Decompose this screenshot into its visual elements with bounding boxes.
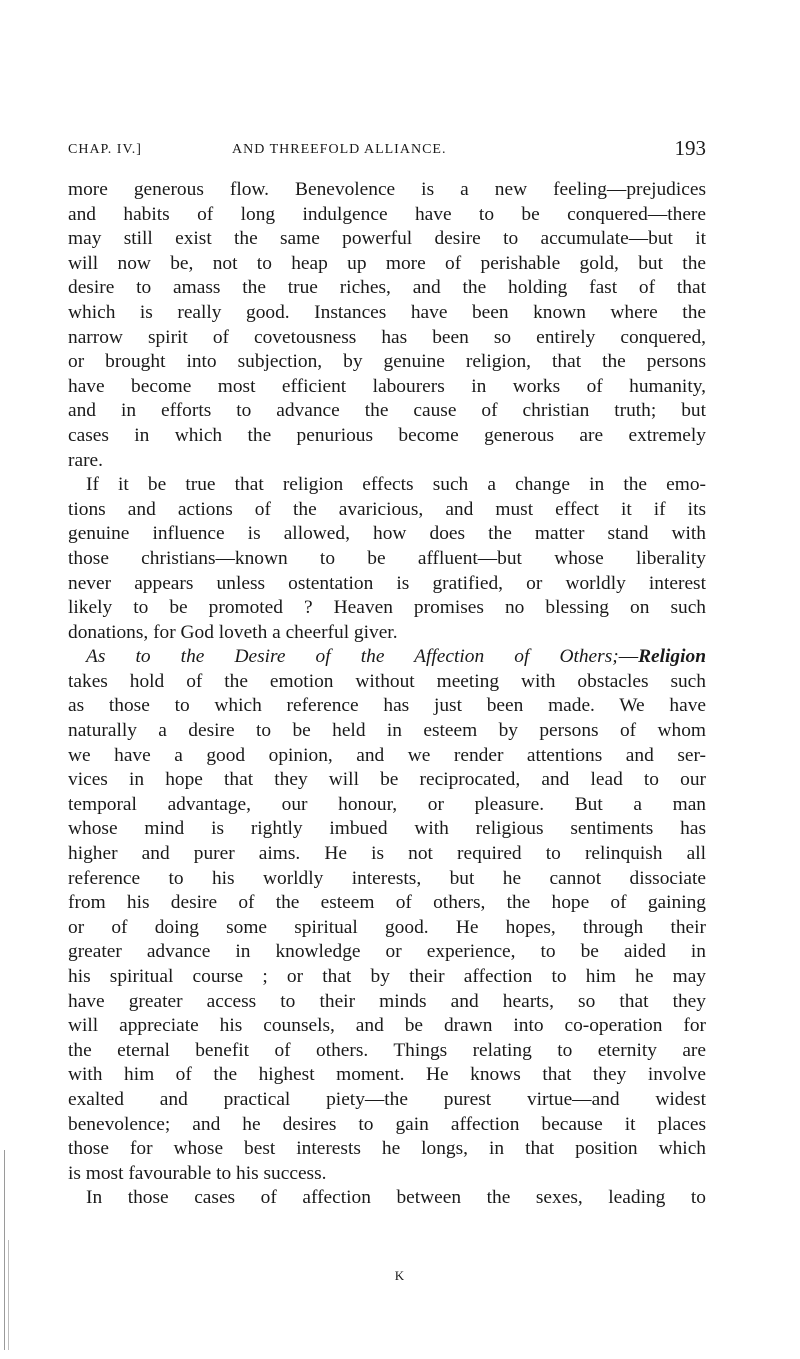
- text-line: those for whose best interests he longs, in that position which: [68, 1138, 706, 1160]
- text-line: from his desire of the esteem of others, the hope of gaining: [68, 892, 706, 914]
- text-line: genuine influence is allowed, how does the matter stand with: [68, 523, 706, 545]
- running-header: [68, 136, 706, 166]
- page-edge-rule: [8, 1240, 9, 1350]
- bold-italic-word: Religion: [638, 646, 706, 668]
- page-number: 193: [674, 136, 706, 160]
- text-line: those christians—known to be affluent—but whose liberality: [68, 547, 706, 569]
- text-line: donations, for God loveth a cheerful giver.: [68, 621, 398, 643]
- text-line: have become most efficient labourers in works of humanity,: [68, 375, 706, 397]
- text-line: naturally a desire to be held in esteem by persons of whom: [68, 720, 706, 742]
- text-line: never appears unless ostentation is gratified, or worldly interest: [68, 572, 706, 594]
- italic-heading: As to the Desire of the Affection of Others;: [86, 646, 619, 668]
- text-line: likely to be promoted ? Heaven promises no blessing on such: [68, 597, 706, 619]
- section-heading-line: [68, 645, 706, 670]
- text-line: If it be true that religion effects such a change in the emo-: [86, 474, 706, 496]
- text-line: will appreciate his counsels, and be drawn into co-operation for: [68, 1015, 706, 1037]
- text-line: desire to amass the true riches, and the holding fast of that: [68, 277, 706, 299]
- text-line: cases in which the penurious become generous are extremely: [68, 424, 706, 446]
- text-line: more generous flow. Benevolence is a new feeling—prejudices: [68, 179, 706, 200]
- text-line: and habits of long indulgence have to be conquered—there: [68, 203, 706, 225]
- text-line: have greater access to their minds and hearts, so that they: [68, 990, 706, 1012]
- text-line: rare.: [68, 449, 103, 471]
- text-line: his spiritual course ; or that by their affection to him he may: [68, 966, 706, 987]
- text-line: temporal advantage, our honour, or pleasure. But a man: [68, 793, 706, 815]
- text-line: which is really good. Instances have been known where the: [68, 301, 706, 323]
- text-line: vices in hope that they will be reciprocated, and lead to our: [68, 769, 706, 791]
- page-edge-rule: [4, 1150, 5, 1350]
- text-line: we have a good opinion, and we render attentions and ser-: [68, 744, 706, 766]
- running-title: AND THREEFOLD ALLIANCE.: [232, 142, 447, 157]
- text-line: reference to his worldly interests, but he cannot dissociate: [68, 867, 706, 889]
- text-line: narrow spirit of covetousness has been so entirely conquered,: [68, 326, 706, 348]
- text-line: benevolence; and he desires to gain affection because it places: [68, 1113, 706, 1135]
- text-line: or brought into subjection, by genuine religion, that the persons: [68, 351, 706, 373]
- text-line: as those to which reference has just been made. We have: [68, 695, 706, 717]
- signature-mark: K: [394, 1268, 406, 1283]
- text-line: whose mind is rightly imbued with religious sentiments has: [68, 818, 706, 840]
- text-line: the eternal benefit of others. Things relating to eternity are: [68, 1039, 706, 1061]
- body-text: [68, 178, 706, 1211]
- heading-dash: —: [618, 646, 639, 668]
- text-line: with him of the highest moment. He knows that they involve: [68, 1064, 706, 1086]
- chapter-label: CHAP. IV.]: [68, 142, 142, 157]
- text-line: takes hold of the emotion without meeting with obstacles such: [68, 670, 706, 692]
- text-line: and in efforts to advance the cause of christian truth; but: [68, 400, 706, 422]
- text-line: may still exist the same powerful desire to accumulate—but it: [68, 228, 706, 250]
- text-line: tions and actions of the avaricious, and must effect it if its: [68, 498, 706, 520]
- text-line: higher and purer aims. He is not required to relinquish all: [68, 843, 706, 865]
- text-line: will now be, not to heap up more of perishable gold, but the: [68, 252, 706, 274]
- text-line: is most favourable to his success.: [68, 1162, 327, 1184]
- text-line: exalted and practical piety—the purest virtue—and widest: [68, 1088, 706, 1110]
- text-line: In those cases of affection between the sexes, leading to: [86, 1187, 706, 1209]
- text-line: greater advance in knowledge or experience, to be aided in: [68, 941, 706, 963]
- text-line: or of doing some spiritual good. He hopes, through their: [68, 916, 706, 938]
